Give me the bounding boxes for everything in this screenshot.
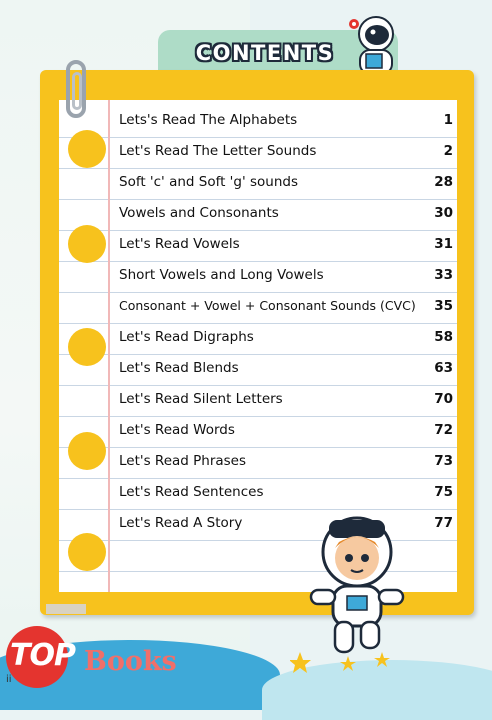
toc-title: Let's Read Silent Letters [119, 391, 283, 407]
toc-row[interactable] [119, 478, 453, 508]
paper-clip-inner [72, 72, 82, 110]
stars-icon [290, 650, 400, 680]
astronaut-boy-icon [305, 512, 405, 662]
toc-page: 2 [443, 143, 453, 159]
binder-hole [68, 225, 106, 263]
toc-page: 75 [434, 484, 453, 500]
printer-stamp [46, 604, 86, 614]
toc-title: Let's Read Phrases [119, 453, 247, 469]
toc-row[interactable] [119, 292, 453, 322]
toc-title: Let's Read The Letter Sounds [119, 143, 317, 159]
toc-title: Soft 'c' and Soft 'g' sounds [119, 174, 298, 190]
toc-row[interactable] [119, 199, 453, 229]
binder-hole [68, 432, 106, 470]
toc-page: 33 [434, 267, 453, 283]
toc-row[interactable] [119, 354, 453, 384]
toc-page: 73 [434, 453, 453, 469]
toc-title: Let's Read A Story [119, 515, 243, 531]
toc-row[interactable] [119, 447, 453, 477]
toc-page: 58 [434, 329, 453, 345]
toc-page: 63 [434, 360, 453, 376]
toc-page: 35 [434, 298, 453, 314]
toc-row[interactable] [119, 261, 453, 291]
toc-page: 70 [434, 391, 453, 407]
toc-row[interactable] [119, 323, 453, 353]
toc-row[interactable] [119, 168, 453, 198]
logo-books-text: Books [84, 646, 177, 677]
topbooks-watermark [4, 618, 180, 698]
page-title: CONTENTS [195, 41, 335, 65]
toc-page: 28 [434, 174, 453, 190]
binder-hole [68, 130, 106, 168]
toc-title: Let's Read Digraphs [119, 329, 254, 345]
toc-row[interactable] [119, 230, 453, 260]
paper-margin-line [108, 100, 110, 592]
toc-page: 31 [434, 236, 453, 252]
toc-title: Let's Read Blends [119, 360, 239, 376]
toc-row[interactable] [119, 385, 453, 415]
toc-title: Lets's Read The Alphabets [119, 112, 298, 128]
binder-hole [68, 328, 106, 366]
toc-row[interactable] [119, 416, 453, 446]
toc-page: 77 [434, 515, 453, 531]
toc-title: Let's Read Vowels [119, 236, 240, 252]
toc-title: Let's Read Words [119, 422, 235, 438]
toc-row[interactable] [119, 106, 453, 136]
logo-top-text: TOP [10, 638, 75, 673]
toc-title: Consonant + Vowel + Consonant Sounds (CVC) [119, 298, 416, 313]
toc-page: 72 [434, 422, 453, 438]
toc-page: 30 [434, 205, 453, 221]
page-number: ii [6, 674, 12, 685]
binder-hole [68, 533, 106, 571]
toc-title: Vowels and Consonants [119, 205, 279, 221]
toc-page: 1 [443, 112, 453, 128]
toc-row[interactable] [119, 137, 453, 167]
toc-title: Short Vowels and Long Vowels [119, 267, 324, 283]
toc-title: Let's Read Sentences [119, 484, 264, 500]
